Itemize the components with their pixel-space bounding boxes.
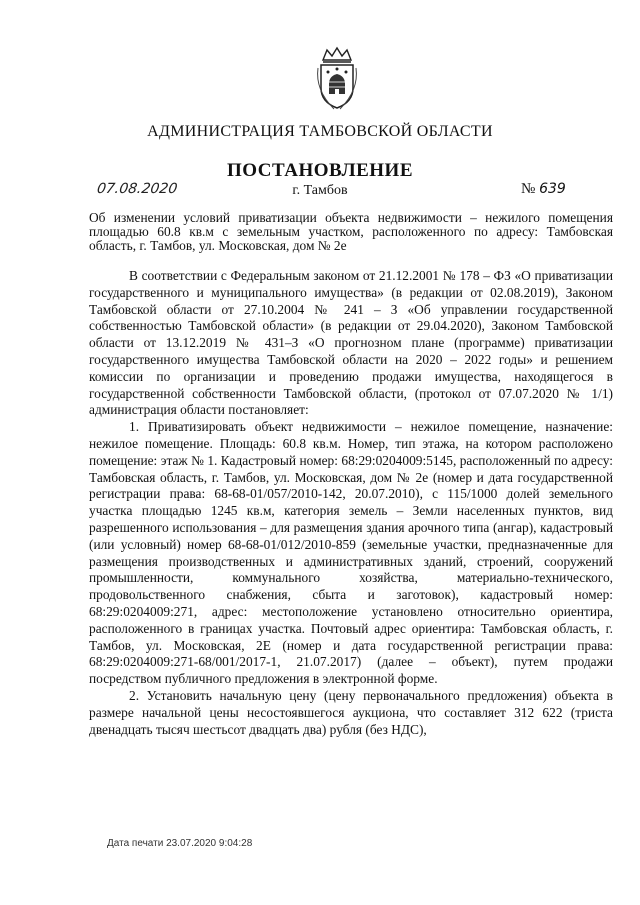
document-number (521, 181, 566, 198)
number-prefix: № (521, 181, 536, 197)
preamble-paragraph: В соответствии с Федеральным законом от 21.12.2001 № 178 – ФЗ «О приватизации государственного и муниципального имущества» (в редакции от 02.08.2019), Законом Тамбовской области от 27.10.2004 № 241 – З «Об управлении государственной собственностью Тамбовской области» (в редакции от 29.04.2020), Законом Тамбовской области от 13.12.2019 № 431–З «О прогнозном плане (программе) приватизации государственного имущества Тамбовской области на 2020 – 2022 годы» и решением комиссии по организации и проведению продажи имущества, находящегося в государственной собственности Тамбовской области, (протокол от 07.07.2020 № 1/1) администрация области постановляет: (89, 268, 613, 418)
clause-1-paragraph: 1. Приватизировать объект недвижимости – нежилое помещение, назначение: нежилое помещение. Площадь: 60.8 кв.м. Номер, тип этажа, на котором расположено помещение: этаж № 1. Кадастровый номер: 68:29:0204009:5145, расположенный по адресу: Тамбовская область, г. Тамбов, ул. Московская, дом № 2е (номер и дата государственной регистрации права: 68-68-01/057/2010-142, 20.07.2010), с 115/1000 долей земельного участка площадью 1245 кв.м, категория земель – Земли населенных пунктов, вид разрешенного использования – для размещения здания арочного типа (ангар), кадастровый (или условный) номер 68-68-01/012/2010-859 (земельные участки, предназначенные для размещения производственных и административных зданий, строений, сооружений промышленности, коммунального хозяйства, материально-технического, продовольственного снабжения, сбыта и заготовок), кадастровый номер: 68:29:0204009:271, адрес: местоположение установлено относительно ориентира, расположенного в границах участка. Почтовый адрес ориентира: Тамбовская область, г. Тамбов, ул. Московская, 2Е (номер и дата государственной регистрации права: 68:29:0204009:271-68/001/2017-1, 21.07.2017) (далее – объект), путем продажи посредством публичного предложения в электронной форме. (89, 419, 613, 687)
document-type-heading: ПОСТАНОВЛЕНИЕ (226, 160, 414, 181)
number-value: 639 (539, 181, 566, 197)
document-date: 07.08.2020 (95, 181, 179, 197)
coat-of-arms-icon (314, 46, 360, 112)
clause-2-paragraph: 2. Установить начальную цену (цену первоначального предложения) объекта в размере начальной цены несостоявшегося аукциона, что составляет 312 622 (триста двенадцать тысяч шестьсот двадцать два) рубля (без НДС), (89, 687, 613, 737)
print-date-footer: Дата печати 23.07.2020 9:04:28 (107, 838, 253, 849)
organization-title: АДМИНИСТРАЦИЯ ТАМБОВСКОЙ ОБЛАСТИ (147, 123, 493, 140)
document-body (89, 268, 613, 738)
document-subject: Об изменении условий приватизации объекта недвижимости – нежилого помещения площадью 60.8 кв.м с земельным участком, расположенного по адресу: Тамбовская область, г. Тамбов, ул. Московская, дом № 2е (89, 210, 613, 253)
document-city: г. Тамбов (292, 183, 348, 198)
